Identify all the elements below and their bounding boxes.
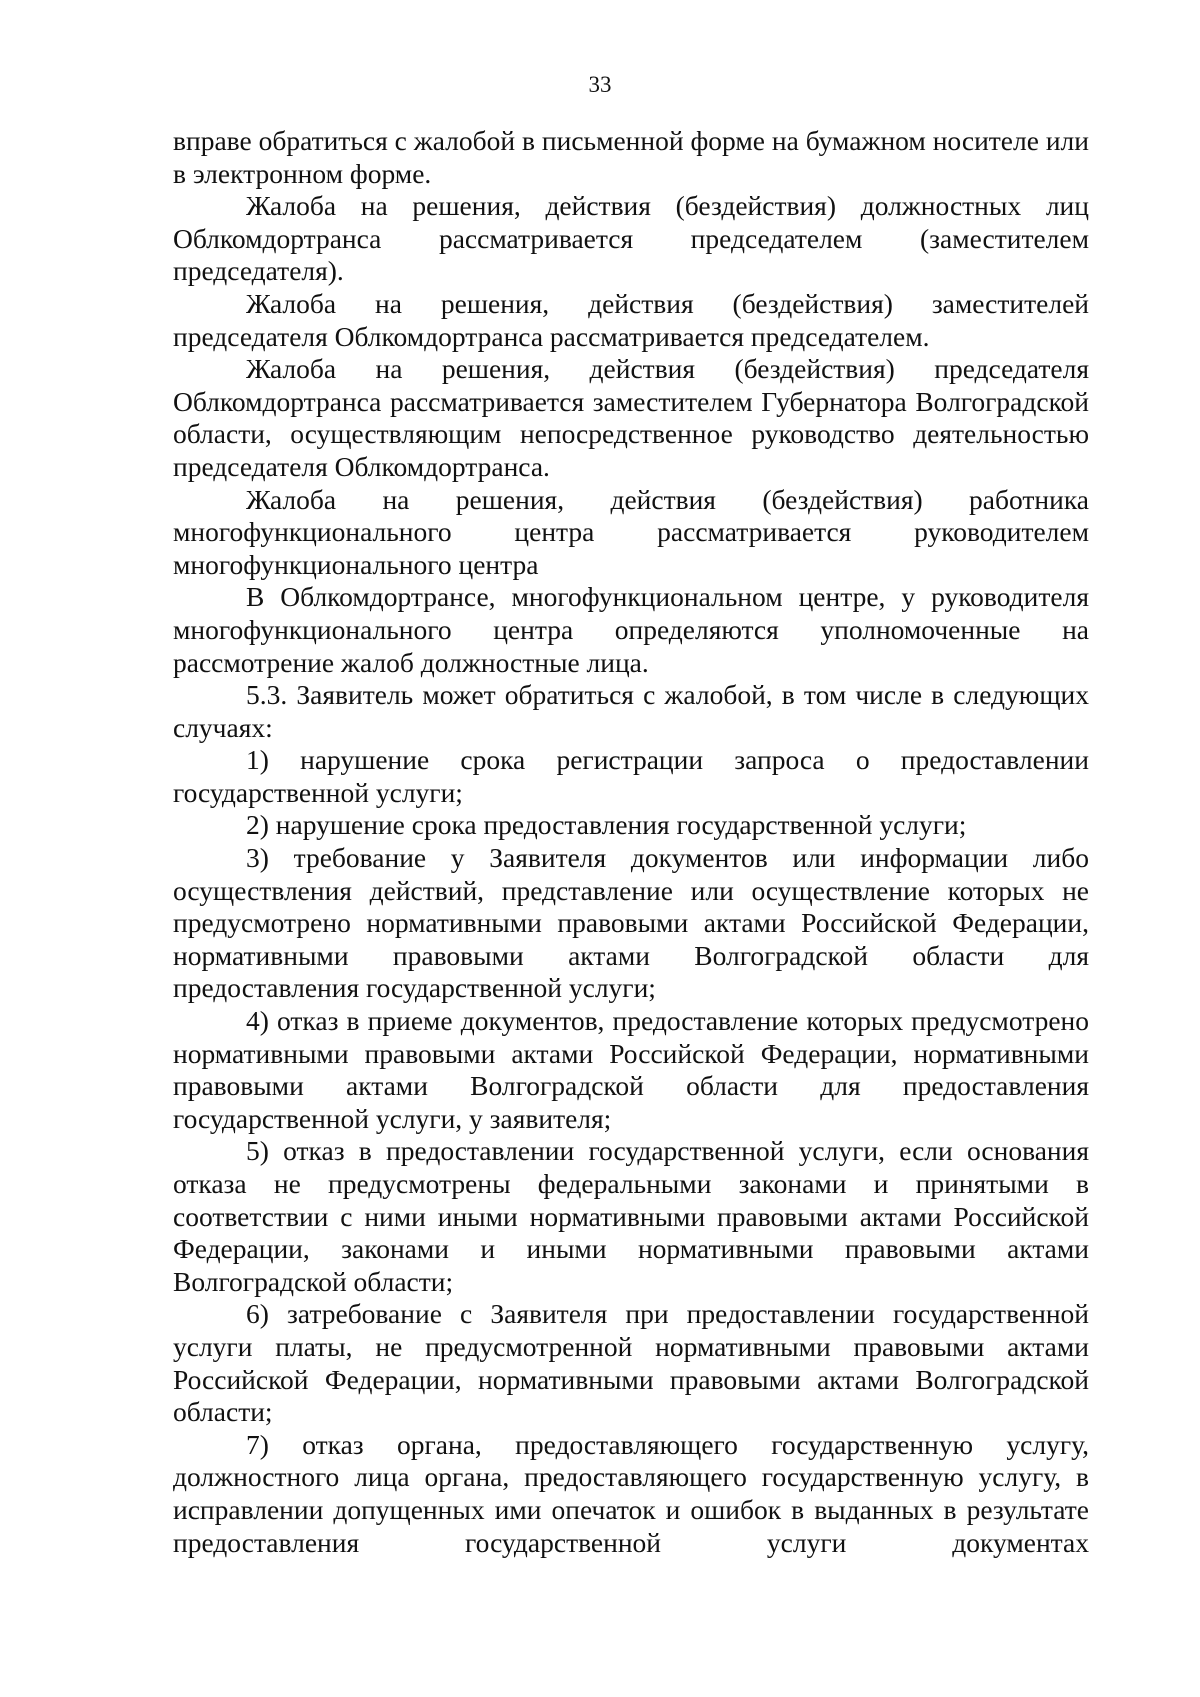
list-item-2: 2) нарушение срока предоставления государственной услуги; — [246, 809, 967, 841]
paragraph-section-5-3: 5.3. Заявитель может обратиться с жалобой, в том числе в следующих случаях: — [173, 679, 1089, 743]
paragraph-continuation: вправе обратиться с жалобой в письменной форме на бумажном носителе или в электронном форме. — [173, 125, 1089, 189]
document-body — [173, 125, 1089, 1559]
list-item-3: 3) требование у Заявителя документов или информации либо осуществления действий, представление или осуществление которых не предусмотрено нормативными правовыми актами Российской Федерации, нормативными правовыми актами Волгоградской области для предоставления государственной услуги; — [173, 842, 1089, 1004]
paragraph-complaint-mfc-worker: Жалоба на решения, действия (бездействия) работника многофункционального центра рассматривается руководителем многофункционального центра — [173, 483, 1089, 580]
paragraph-complaint-deputies: Жалоба на решения, действия (бездействия) заместителей председателя Облкомдортранса рассматривается председателем. — [173, 287, 1089, 352]
list-item-5: 5) отказ в предоставлении государственной услуги, если основания отказа не предусмотрены федеральными законами и принятыми в соответствии с ними иными нормативными правовыми актами Российской Федерации, законами и иными нормативными правовыми актами Волгоградской области; — [173, 1135, 1089, 1297]
list-item-4: 4) отказ в приеме документов, предоставление которых предусмотрено нормативными правовыми актами Российской Федерации, нормативными правовыми актами Волгоградской области для предоставления государственной услуги, у заявителя; — [173, 1005, 1089, 1134]
list-item-6: 6) затребование с Заявителя при предоставлении государственной услуги платы, не предусмотренной нормативными правовыми актами Российской Федерации, нормативными правовыми актами Волгоградской области; — [173, 1298, 1089, 1428]
page-number: 33 — [588, 72, 612, 97]
paragraph-authorized-officials: В Облкомдортрансе, многофункциональном центре, у руководителя многофункционального центра определяются уполномоченные на рассмотрение жалоб должностные лица. — [173, 581, 1089, 678]
list-item-1: 1) нарушение срока регистрации запроса о предоставлении государственной услуги; — [173, 744, 1089, 808]
paragraph-complaint-officials: Жалоба на решения, действия (бездействия) должностных лиц Облкомдортранса рассматривается председателем (заместителем председателя). — [173, 190, 1089, 287]
paragraph-complaint-chairman: Жалоба на решения, действия (бездействия) председателя Облкомдортранса рассматривается заместителем Губернатора Волгоградской области, осуществляющим непосредственное руководство деятельностью председателя Облкомдортранса. — [173, 353, 1089, 482]
list-item-7: 7) отказ органа, предоставляющего государственную услугу, должностного лица органа, предоставляющего государственную услугу, в исправлении допущенных ими опечаток и ошибок в выданных в результате предоставления государственной услуги документах — [173, 1428, 1089, 1558]
